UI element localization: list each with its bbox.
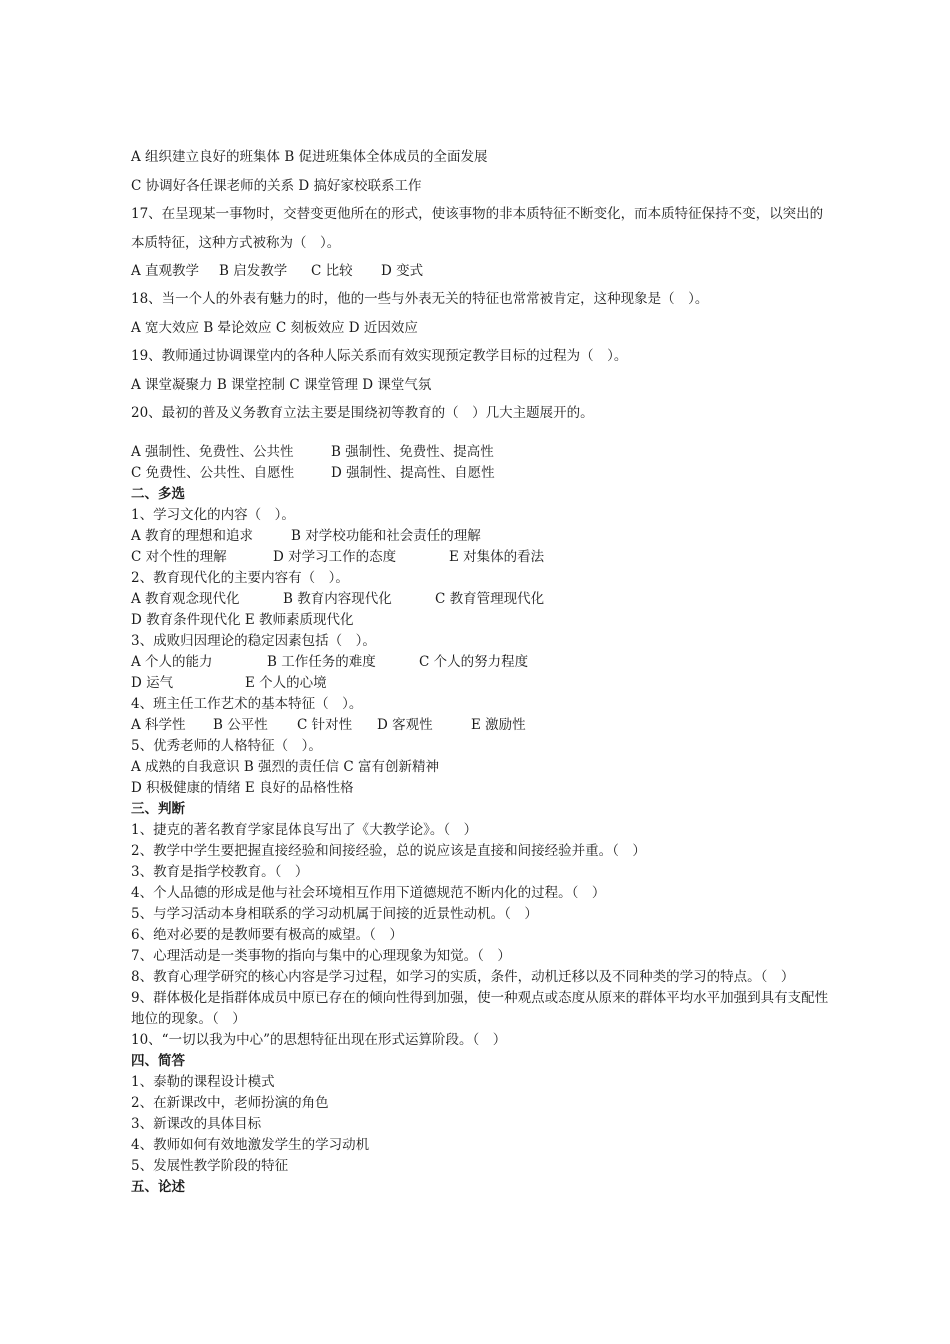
question-20-options-row-1 [131, 443, 911, 461]
option: C 对个性的理解 [131, 549, 227, 565]
judge-item: 4、个人品德的形成是他与社会环境相互作用下道德规范不断内化的过程。（ ） [131, 885, 606, 901]
option: C 针对性 [297, 717, 353, 733]
option: A 直观教学 [131, 263, 200, 279]
question-17-cont: 本质特征，这种方式被称为（ ）。 [131, 235, 341, 251]
option: C 个人的努力程度 [419, 654, 529, 670]
question-17-options [131, 262, 911, 280]
short-answer-item: 5、发展性教学阶段的特征 [131, 1158, 289, 1174]
section-heading-essay: 五、论述 [131, 1179, 185, 1195]
multi-q2: 2、教育现代化的主要内容有（ ）。 [131, 570, 349, 586]
judge-item: 7、心理活动是一类事物的指向与集中的心理现象为知觉。（ ） [131, 948, 511, 964]
judge-item: 1、捷克的著名教育学家昆体良写出了《大教学论》。（ ） [131, 822, 478, 838]
multi-q1: 1、学习文化的内容（ ）。 [131, 507, 295, 523]
option: A 教育的理想和追求 [131, 528, 254, 544]
question-20: 20、最初的普及义务教育立法主要是围绕初等教育的（ ）几大主题展开的。 [131, 405, 594, 421]
judge-item-cont: 地位的现象。（ ） [131, 1011, 246, 1027]
q16-options-line-2: C 协调好各任课老师的关系 D 搞好家校联系工作 [131, 178, 422, 194]
option: B 公平性 [213, 717, 268, 733]
question-17: 17、在呈现某一事物时，交替变更他所在的形式，使该事物的非本质特征不断变化，而本质特征保持不变，以突出的 [131, 206, 824, 222]
section-heading-multi: 二、多选 [131, 486, 185, 502]
option: D 强制性、提高性、自愿性 [331, 465, 495, 481]
judge-item: 6、绝对必要的是教师要有极高的威望。（ ） [131, 927, 403, 943]
question-18-options: A 宽大效应 B 晕论效应 C 刻板效应 D 近因效应 [131, 320, 418, 336]
option: A 个人的能力 [131, 654, 213, 670]
question-18: 18、当一个人的外表有魅力的时，他的一些与外表无关的特征也常常被肯定，这种现象是（ ）。 [131, 291, 709, 307]
q16-options-line-1: A 组织建立良好的班集体 B 促进班集体全体成员的全面发展 [131, 149, 488, 165]
option: B 启发教学 [219, 263, 288, 279]
option: B 强制性、免费性、提高性 [331, 444, 494, 460]
option: D 对学习工作的态度 [273, 549, 397, 565]
multi-q3-options-2 [131, 674, 911, 692]
judge-item: 10、“一切以我为中心”的思想特征出现在形式运算阶段。（ ） [131, 1032, 507, 1048]
option: D 客观性 [377, 717, 433, 733]
judge-item: 9、群体极化是指群体成员中原已存在的倾向性得到加强，使一种观点或态度从原来的群体平均水平加强到具有支配性 [131, 990, 829, 1006]
question-20-options-row-2 [131, 464, 911, 482]
option: B 工作任务的难度 [267, 654, 376, 670]
multi-q3: 3、成败归因理论的稳定因素包括（ ）。 [131, 633, 376, 649]
option: E 个人的心境 [245, 675, 327, 691]
multi-q2-options-1 [131, 590, 911, 608]
multi-q5-options-1: A 成熟的自我意识 B 强烈的责任信 C 富有创新精神 [131, 759, 439, 775]
short-answer-item: 3、新课改的具体目标 [131, 1116, 262, 1132]
short-answer-item: 1、泰勒的课程设计模式 [131, 1074, 275, 1090]
option: A 强制性、免费性、公共性 [131, 444, 294, 460]
multi-q1-options-1 [131, 527, 911, 545]
section-heading-short-answer: 四、简答 [131, 1053, 185, 1069]
judge-item: 3、教育是指学校教育。（ ） [131, 864, 309, 880]
judge-item: 8、教育心理学研究的核心内容是学习过程，如学习的实质，条件，动机迁移以及不同种类的学习的特点。（ ） [131, 969, 795, 985]
option: A 教育观念现代化 [131, 591, 240, 607]
option: C 教育管理现代化 [435, 591, 545, 607]
multi-q4: 4、班主任工作艺术的基本特征（ ）。 [131, 696, 363, 712]
option: B 教育内容现代化 [283, 591, 392, 607]
question-19: 19、教师通过协调课堂内的各种人际关系而有效实现预定教学目标的过程为（ ）。 [131, 348, 628, 364]
multi-q3-options-1 [131, 653, 911, 671]
option: E 对集体的看法 [449, 549, 545, 565]
short-answer-item: 4、教师如何有效地激发学生的学习动机 [131, 1137, 370, 1153]
option: A 科学性 [131, 717, 186, 733]
option: E 激励性 [471, 717, 526, 733]
option: B 对学校功能和社会责任的理解 [291, 528, 481, 544]
multi-q4-options [131, 716, 911, 734]
judge-item: 2、教学中学生要把握直接经验和间接经验，总的说应该是直接和间接经验并重。（ ） [131, 843, 646, 859]
section-heading-judge: 三、判断 [131, 801, 185, 817]
option: D 运气 [131, 675, 174, 691]
multi-q5-options-2: D 积极健康的情绪 E 良好的品格性格 [131, 780, 354, 796]
option: C 免费性、公共性、自愿性 [131, 465, 295, 481]
option: D 变式 [381, 263, 424, 279]
multi-q2-options-2: D 教育条件现代化 E 教师素质现代化 [131, 612, 354, 628]
multi-q1-options-2 [131, 548, 911, 566]
option: C 比较 [311, 263, 353, 279]
short-answer-item: 2、在新课改中，老师扮演的角色 [131, 1095, 329, 1111]
multi-q5: 5、优秀老师的人格特征（ ）。 [131, 738, 322, 754]
question-19-options: A 课堂凝聚力 B 课堂控制 C 课堂管理 D 课堂气氛 [131, 377, 432, 393]
judge-item: 5、与学习活动本身相联系的学习动机属于间接的近景性动机。（ ） [131, 906, 538, 922]
